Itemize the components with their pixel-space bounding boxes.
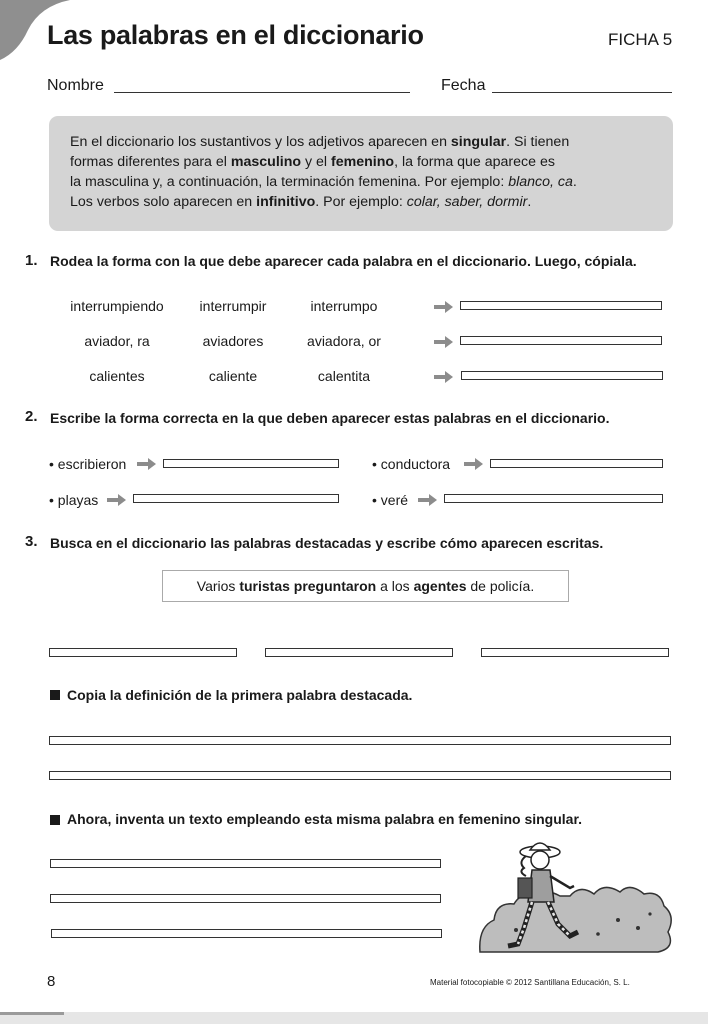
subquestion-definition: Copia la definición de la primera palabra destacada.	[67, 687, 413, 703]
info-line-3	[70, 172, 653, 192]
bottom-strip-accent	[0, 1012, 64, 1015]
square-bullet-icon	[50, 815, 60, 825]
square-bullet-icon	[50, 690, 60, 700]
info-keyword: infinitivo	[256, 194, 316, 210]
q1-option[interactable]: calientes	[89, 368, 145, 384]
question-2-text: Escribe la forma correcta en la que deben aparecer estas palabras en el diccionario.	[50, 410, 610, 426]
question-3-number: 3.	[25, 533, 38, 550]
info-keyword: singular	[450, 134, 507, 150]
writing-line[interactable]	[50, 859, 441, 868]
q1-option[interactable]: aviador, ra	[84, 333, 150, 349]
info-text: Los verbos solo aparecen en	[70, 194, 257, 210]
question-1-number: 1.	[25, 252, 38, 269]
q1-option[interactable]: aviadores	[202, 333, 264, 349]
example-sentence-box	[162, 570, 569, 602]
info-text: . Por ejemplo:	[315, 194, 407, 210]
q2-answer-box[interactable]	[133, 494, 339, 503]
q1-option[interactable]: interrumpiendo	[70, 298, 164, 314]
q2-answer-box[interactable]	[490, 459, 663, 468]
q2-word: • veré	[372, 492, 409, 508]
info-text: . Si tienen	[506, 134, 570, 150]
nombre-field[interactable]	[114, 92, 410, 93]
question-1-text: Rodea la forma con la que debe aparecer cada palabra en el diccionario. Luego, cópiala.	[50, 253, 637, 269]
q1-answer-box[interactable]	[460, 336, 662, 345]
sentence-text: a los	[376, 578, 414, 594]
q2-answer-box[interactable]	[444, 494, 663, 503]
writing-line[interactable]	[51, 929, 442, 938]
q1-option[interactable]: interrumpo	[310, 298, 378, 314]
right-arrow-icon	[137, 457, 157, 471]
writing-line[interactable]	[50, 894, 441, 903]
info-line-2	[70, 152, 653, 172]
highlighted-words: agentes	[413, 578, 467, 594]
q1-option[interactable]: calentita	[317, 368, 371, 384]
right-arrow-icon	[107, 493, 127, 507]
sentence-text: Varios	[196, 578, 240, 594]
right-arrow-icon	[434, 335, 454, 349]
info-text: .	[527, 194, 532, 210]
question-3-text: Busca en el diccionario las palabras destacadas y escribe cómo aparecen escritas.	[50, 535, 604, 551]
info-text: la masculina y, a continuación, la terminación femenina. Por ejemplo:	[70, 174, 509, 190]
rule-info-box	[49, 116, 673, 231]
right-arrow-icon	[464, 457, 484, 471]
sentence-text: de policía.	[466, 578, 535, 594]
q1-answer-box[interactable]	[460, 301, 662, 310]
q1-answer-box[interactable]	[461, 371, 663, 380]
fecha-label: Fecha	[441, 77, 486, 94]
info-keyword: masculino	[230, 154, 302, 170]
q3-answer-box[interactable]	[49, 648, 237, 657]
highlighted-words: turistas preguntaron	[239, 578, 377, 594]
page-number: 8	[47, 973, 56, 990]
q1-option[interactable]: interrumpir	[199, 298, 267, 314]
page-title: Las palabras en el diccionario	[47, 20, 424, 50]
worksheet-number: FICHA 5	[608, 30, 673, 49]
right-arrow-icon	[434, 370, 454, 384]
q2-word: • playas	[49, 492, 99, 508]
subquestion-invent-text: Ahora, inventa un texto empleando esta misma palabra en femenino singular.	[67, 811, 583, 827]
bottom-strip	[0, 1012, 708, 1024]
q3-answer-box[interactable]	[265, 648, 453, 657]
tourist-explorer-illustration	[478, 832, 678, 962]
right-arrow-icon	[434, 300, 454, 314]
q2-word: • escribieron	[49, 456, 127, 472]
q2-answer-box[interactable]	[163, 459, 339, 468]
copyright-notice: Material fotocopiable © 2012 Santillana Educación, S. L.	[430, 978, 630, 987]
info-text: En el diccionario los sustantivos y los adjetivos aparecen en	[70, 134, 451, 150]
definition-line[interactable]	[49, 771, 671, 780]
info-keyword: femenino	[331, 154, 395, 170]
info-text: .	[572, 174, 577, 190]
fecha-field[interactable]	[492, 92, 672, 93]
right-arrow-icon	[418, 493, 438, 507]
info-line-4	[70, 192, 653, 212]
definition-line[interactable]	[49, 736, 671, 745]
q3-answer-box[interactable]	[481, 648, 669, 657]
info-text: , la forma que aparece es	[394, 154, 555, 170]
question-2-number: 2.	[25, 408, 38, 425]
info-text: y el	[301, 154, 332, 170]
q1-option[interactable]: aviadora, or	[307, 333, 381, 349]
q1-option[interactable]: caliente	[208, 368, 258, 384]
info-example: colar, saber, dormir	[406, 194, 528, 210]
q2-word: • conductora	[372, 456, 451, 472]
info-line-1	[70, 132, 653, 152]
info-example: blanco, ca	[508, 174, 573, 190]
info-text: formas diferentes para el	[70, 154, 231, 170]
nombre-label: Nombre	[47, 77, 104, 94]
